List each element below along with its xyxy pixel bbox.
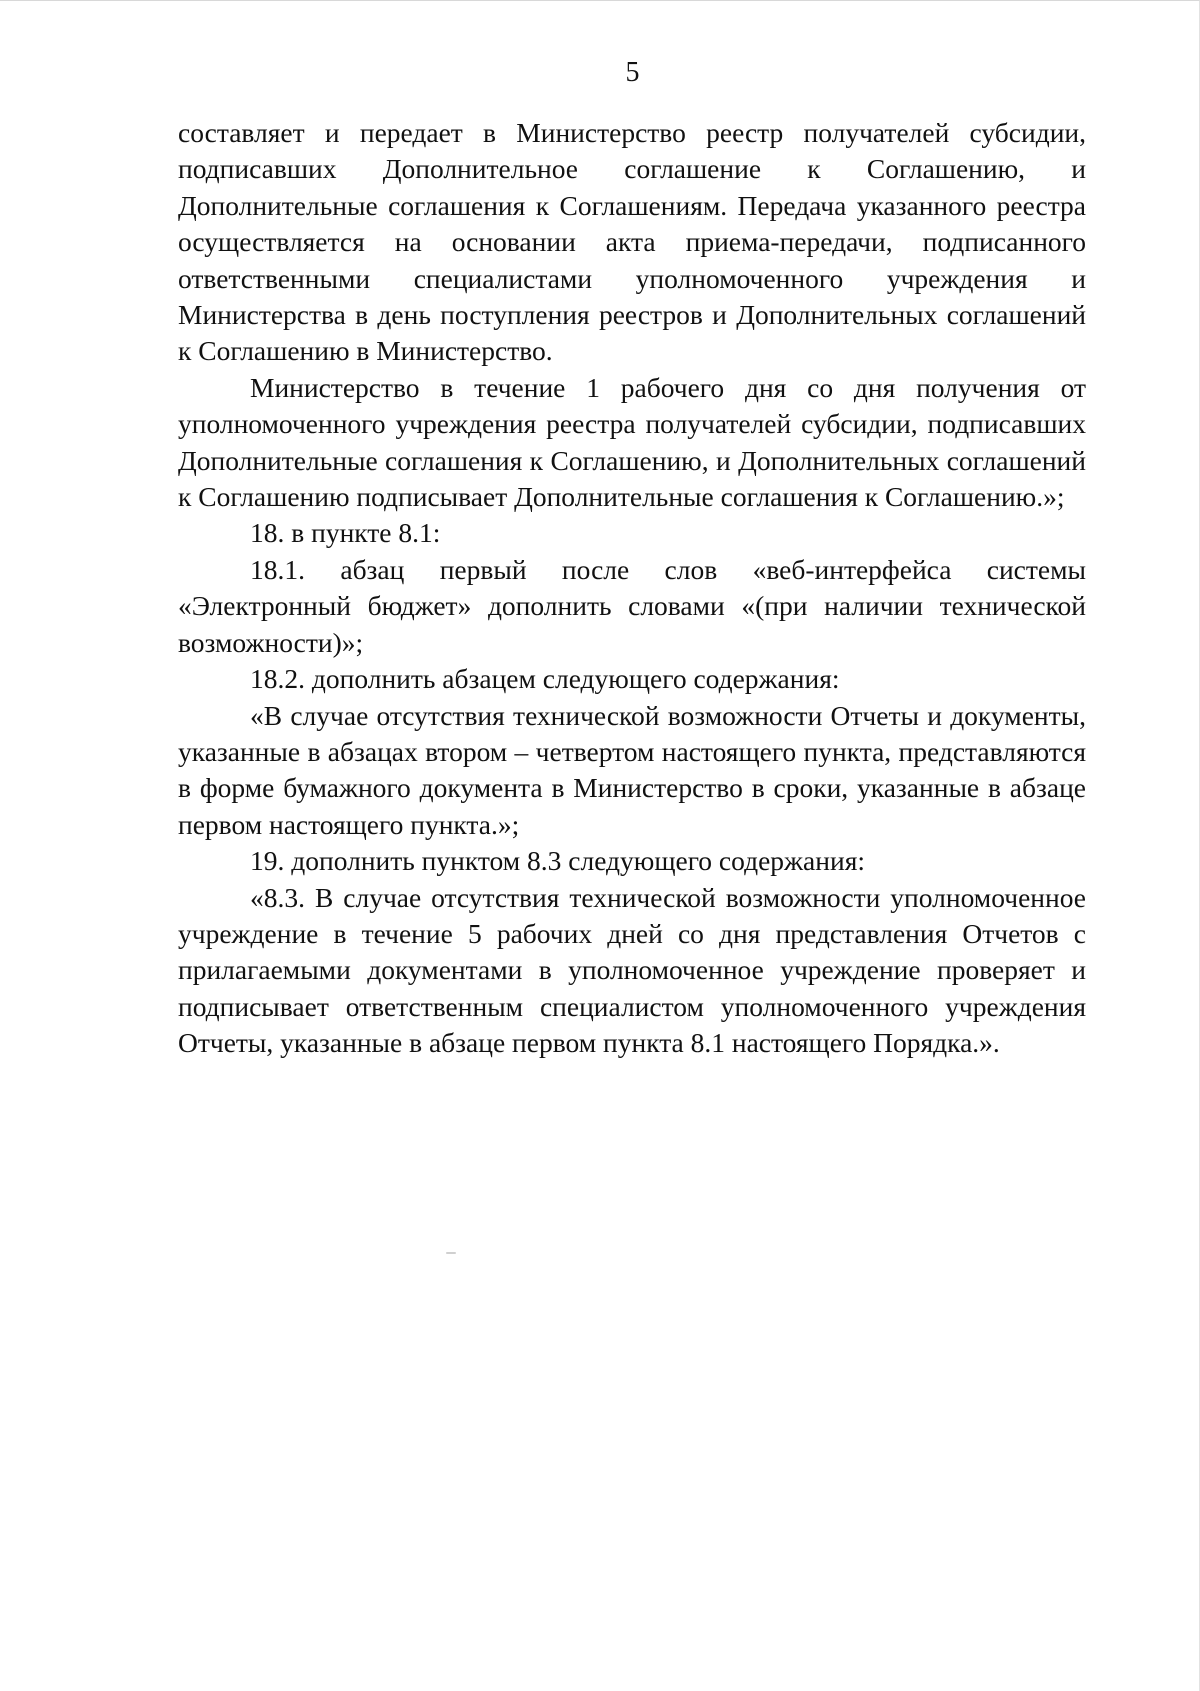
paragraph-item-8-3: «8.3. В случае отсутствия технической возможности уполномоченное учреждение в течение 5 рабочих дней со дня представления Отчетов с прилагаемыми документами в уполномоченное учреждение проверяет и подписывает ответственным специалистом уполномоченного учреждения Отчеты, указанные в абзаце первом пункта 8.1 настоящего Порядка.». — [178, 881, 1086, 1059]
paragraph-ministry-signing: Министерство в течение 1 рабочего дня со дня получения от уполномоченного учреждения реестра получателей субсидии, подписавших Дополнительные соглашения к Соглашению, и Дополнительных соглашений к Соглашению подписывает Дополнительные соглашения к Соглашению.»; — [178, 371, 1086, 513]
paragraph-item-18: 18. в пункте 8.1: — [250, 517, 441, 549]
scan-artifact — [446, 1252, 456, 1254]
page-number: 5 — [625, 57, 640, 88]
paragraph-item-18-1: 18.1. абзац первый после слов «веб-интерфейса системы «Электронный бюджет» дополнить словами «(при наличии технической возможности)»; — [178, 553, 1086, 658]
paragraph-paper-reports: «В случае отсутствия технической возможности Отчеты и документы, указанные в абзацах втором – четвертом настоящего пункта, представляются в форме бумажного документа в Министерство в сроки, указанные в абзаце первом настоящего пункта.»; — [178, 699, 1086, 840]
paragraph-item-18-2: 18.2. дополнить абзацем следующего содержания: — [250, 663, 840, 695]
paragraph-item-19: 19. дополнить пунктом 8.3 следующего содержания: — [250, 845, 865, 877]
document-body — [178, 115, 1086, 1062]
paragraph-registry-transfer: составляет и передает в Министерство реестр получателей субсидии, подписавших Дополнительное соглашение к Соглашению, и Дополнительные соглашения к Соглашениям. Передача указанного реестра осуществляется на основании акта приема-передачи, подписанного ответственными специалистами уполномоченного учреждения и Министерства в день поступления реестров и Дополнительных соглашений к Соглашению в Министерство. — [178, 117, 1086, 367]
